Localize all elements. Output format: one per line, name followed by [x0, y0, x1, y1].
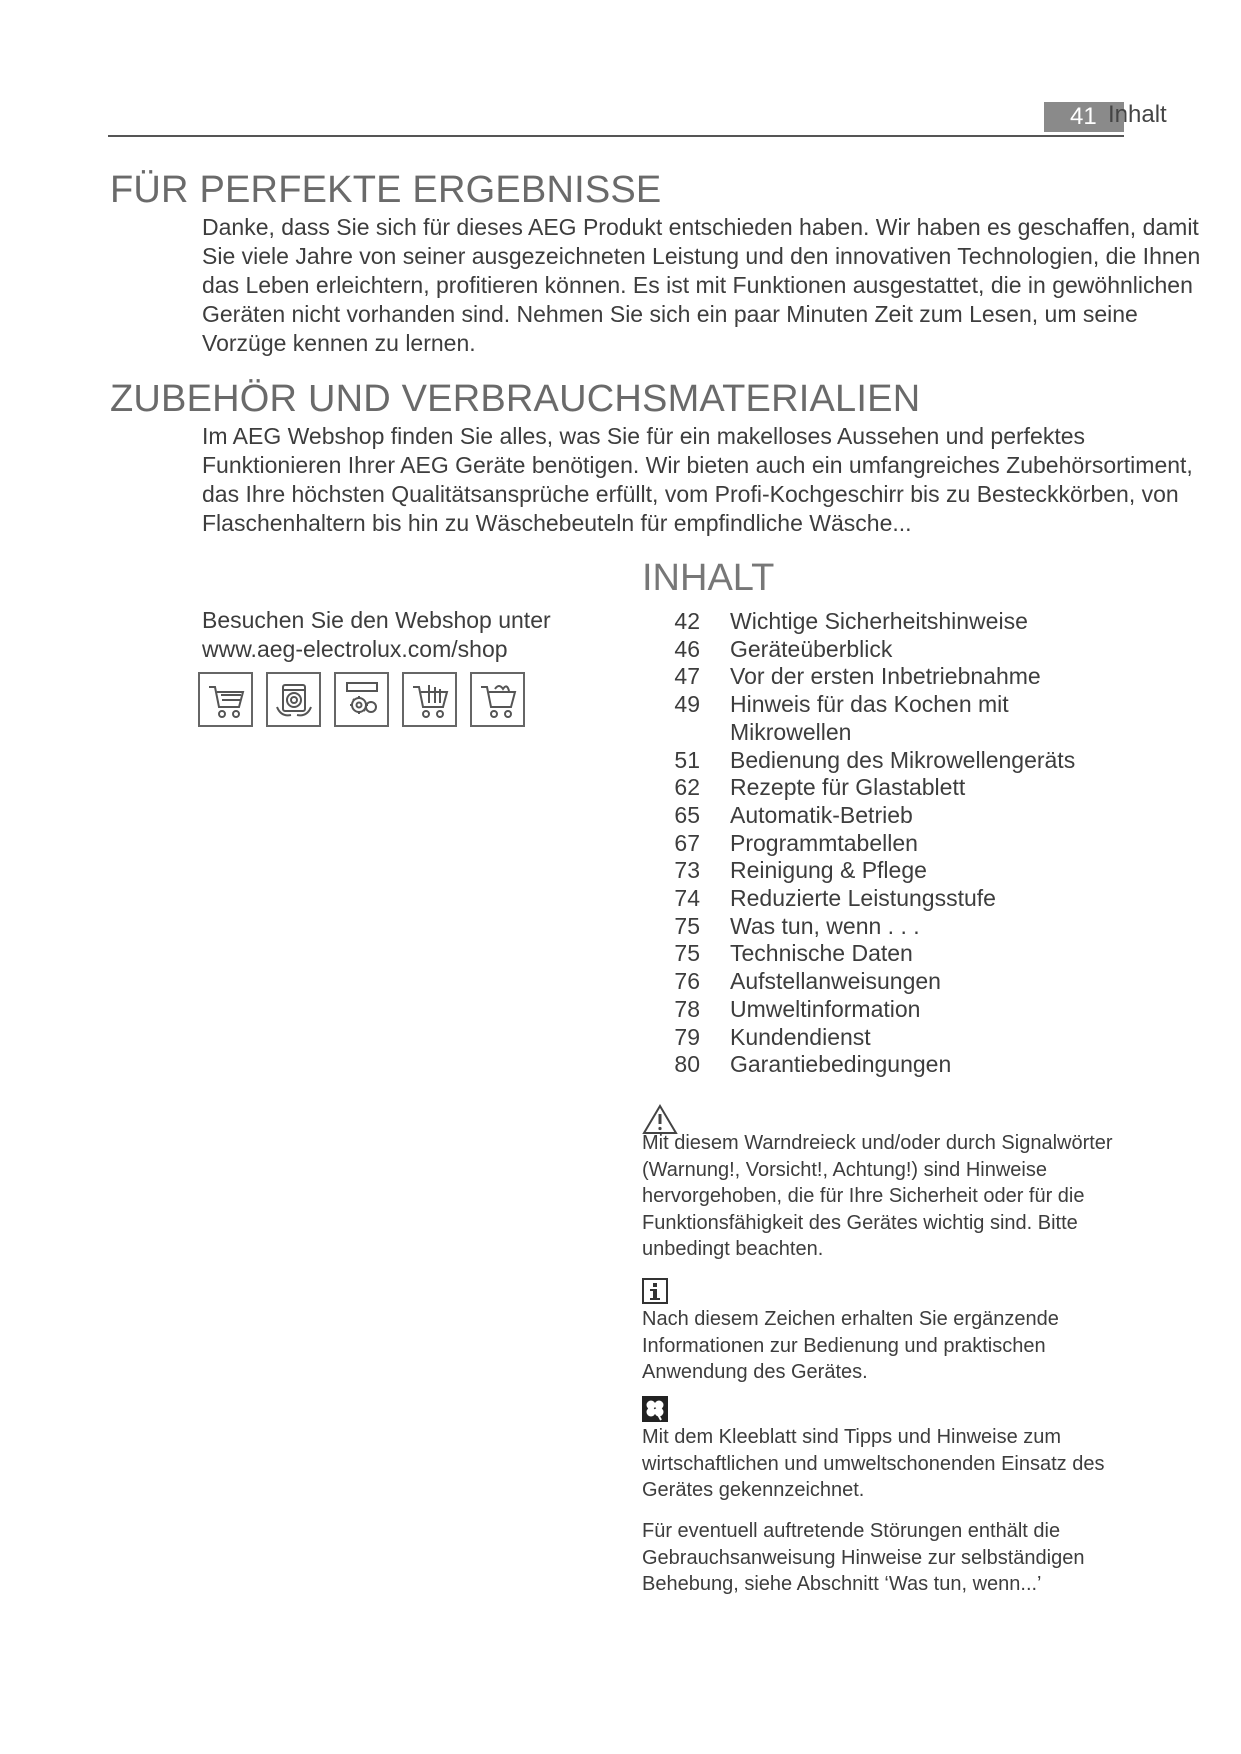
toc-entry[interactable] [652, 636, 1132, 664]
toc-label: Rezepte für Glastablett [730, 774, 966, 801]
toc-page-number: 74 [674, 885, 700, 912]
toc-entry[interactable] [652, 968, 1132, 996]
toc-page-number: 46 [674, 635, 700, 662]
toc-label: Wichtige Sicherheitshinweise [730, 608, 1028, 634]
page-section-label: Inhalt [1108, 101, 1167, 128]
info-icon [642, 1278, 668, 1309]
toc-page-number: 49 [674, 691, 700, 718]
toc-label: Reinigung & Pflege [730, 857, 927, 884]
troubleshooting-note: Für eventuell auftretende Störungen enthält die Gebrauchsanweisung Hinweise zur selbständigen Behebung, siehe Abschnitt ‘Was tun, wenn...’ [642, 1520, 1085, 1595]
toc-entry[interactable] [652, 996, 1132, 1024]
toc-label: Aufstellanweisungen [730, 968, 941, 995]
toc-entry[interactable] [652, 940, 1132, 968]
toc-label: Geräteüberblick [730, 635, 893, 662]
toc-label: Hinweis für das Kochen mit Mikrowellen [730, 691, 1009, 745]
toc-page-number: 73 [674, 857, 700, 884]
section-text-perfect: Danke, dass Sie sich für dieses AEG Produkt entschieden haben. Wir haben es geschaffen, damit Sie viele Jahre von seiner ausgezeichneten Leistung und den innovativen Technologien, die Ihnen das Leben erleichtern, profitieren können. Es ist mit Funktionen ausgestattet, die in gewöhnlichen Geräten nicht vorhanden sind. Nehmen Sie sich ein paar Minuten Zeit zum Lesen, um seine Vorzüge kennen zu lernen. [202, 214, 1201, 356]
toc-page-number: 78 [674, 995, 700, 1022]
section-title-accessories: ZUBEHÖR UND VERBRAUCHSMATERIALIEN [110, 378, 921, 420]
toc-entry[interactable] [652, 830, 1132, 858]
toc-page-number: 75 [674, 912, 700, 939]
toc-entry[interactable] [652, 608, 1132, 636]
toc-label: Technische Daten [730, 940, 913, 967]
shopping-cart-icon [198, 672, 253, 727]
toc-page-number: 76 [674, 968, 700, 995]
toc-page-number: 62 [674, 774, 700, 801]
toc-label: Bedienung des Mikrowellengeräts [730, 746, 1076, 773]
toc-entry[interactable] [652, 747, 1132, 775]
webshop-url[interactable]: www.aeg-electrolux.com/shop [202, 636, 508, 662]
toc-entry[interactable] [652, 1024, 1132, 1052]
table-of-contents [652, 608, 1132, 1079]
info-note: Nach diesem Zeichen erhalten Sie ergänzende Informationen zur Bedienung und praktischen Anwendung des Gerätes. [642, 1308, 1059, 1383]
toc-entry[interactable] [652, 663, 1132, 691]
gears-icon [334, 672, 389, 727]
warning-note: Mit diesem Warndreieck und/oder durch Signalwörter (Warnung!, Vorsicht!, Achtung!) sind Hinweise hervorgehoben, die für Ihre Sicherheit oder für die Funktionsfähigkeit des Gerätes wichtig sind. Bitte unbedingt beachten. [642, 1132, 1113, 1260]
toc-entry[interactable] [652, 691, 1132, 746]
washing-machine-icon [266, 672, 321, 727]
section-title-perfect: FÜR PERFEKTE ERGEBNISSE [110, 169, 662, 211]
toc-label: Kundendienst [730, 1023, 871, 1050]
webshop-line: Besuchen Sie den Webshop unter [202, 607, 551, 633]
toc-label: Automatik-Betrieb [730, 801, 913, 828]
toc-page-number: 75 [674, 940, 700, 967]
toc-label: Reduzierte Leistungsstufe [730, 885, 996, 912]
cart-with-bottles-icon [402, 672, 457, 727]
page-number-badge: 41 [1044, 102, 1124, 132]
toc-entry[interactable] [652, 1051, 1132, 1079]
toc-page-number: 79 [674, 1023, 700, 1050]
toc-label: Was tun, wenn . . . [730, 912, 920, 939]
section-text-accessories: Im AEG Webshop finden Sie alles, was Sie für ein makelloses Aussehen und perfektes Funktionieren Ihrer AEG Geräte benötigen. Wir bieten auch ein umfangreiches Zubehörsortiment, das Ihre höchsten Qualitätsansprüche erfüllt, vom Profi-Kochgeschirr bis zu Besteckkörben, von Flaschenhaltern bis hin zu Wäschebeuteln für empfindliche Wäsche... [202, 423, 1193, 536]
toc-page-number: 80 [674, 1051, 700, 1078]
clover-icon [642, 1396, 668, 1427]
toc-entry[interactable] [652, 913, 1132, 941]
cart-with-items-icon [470, 672, 525, 727]
toc-entry[interactable] [652, 885, 1132, 913]
toc-page-number: 51 [674, 746, 700, 773]
toc-page-number: 42 [674, 608, 700, 634]
toc-entry[interactable] [652, 802, 1132, 830]
webshop-icons [198, 672, 525, 727]
toc-page-number: 67 [674, 829, 700, 856]
toc-title: INHALT [642, 557, 775, 599]
toc-entry[interactable] [652, 774, 1132, 802]
header-rule [108, 135, 1124, 137]
toc-label: Programmtabellen [730, 829, 918, 856]
clover-note: Mit dem Kleeblatt sind Tipps und Hinweise zum wirtschaftlichen und umweltschonenden Einsatz des Gerätes gekennzeichnet. [642, 1426, 1105, 1501]
toc-entry[interactable] [652, 857, 1132, 885]
toc-label: Umweltinformation [730, 995, 921, 1022]
toc-page-number: 47 [674, 663, 700, 690]
toc-label: Vor der ersten Inbetriebnahme [730, 663, 1041, 690]
toc-label: Garantiebedingungen [730, 1051, 952, 1078]
webshop-info [202, 606, 551, 664]
toc-page-number: 65 [674, 801, 700, 828]
